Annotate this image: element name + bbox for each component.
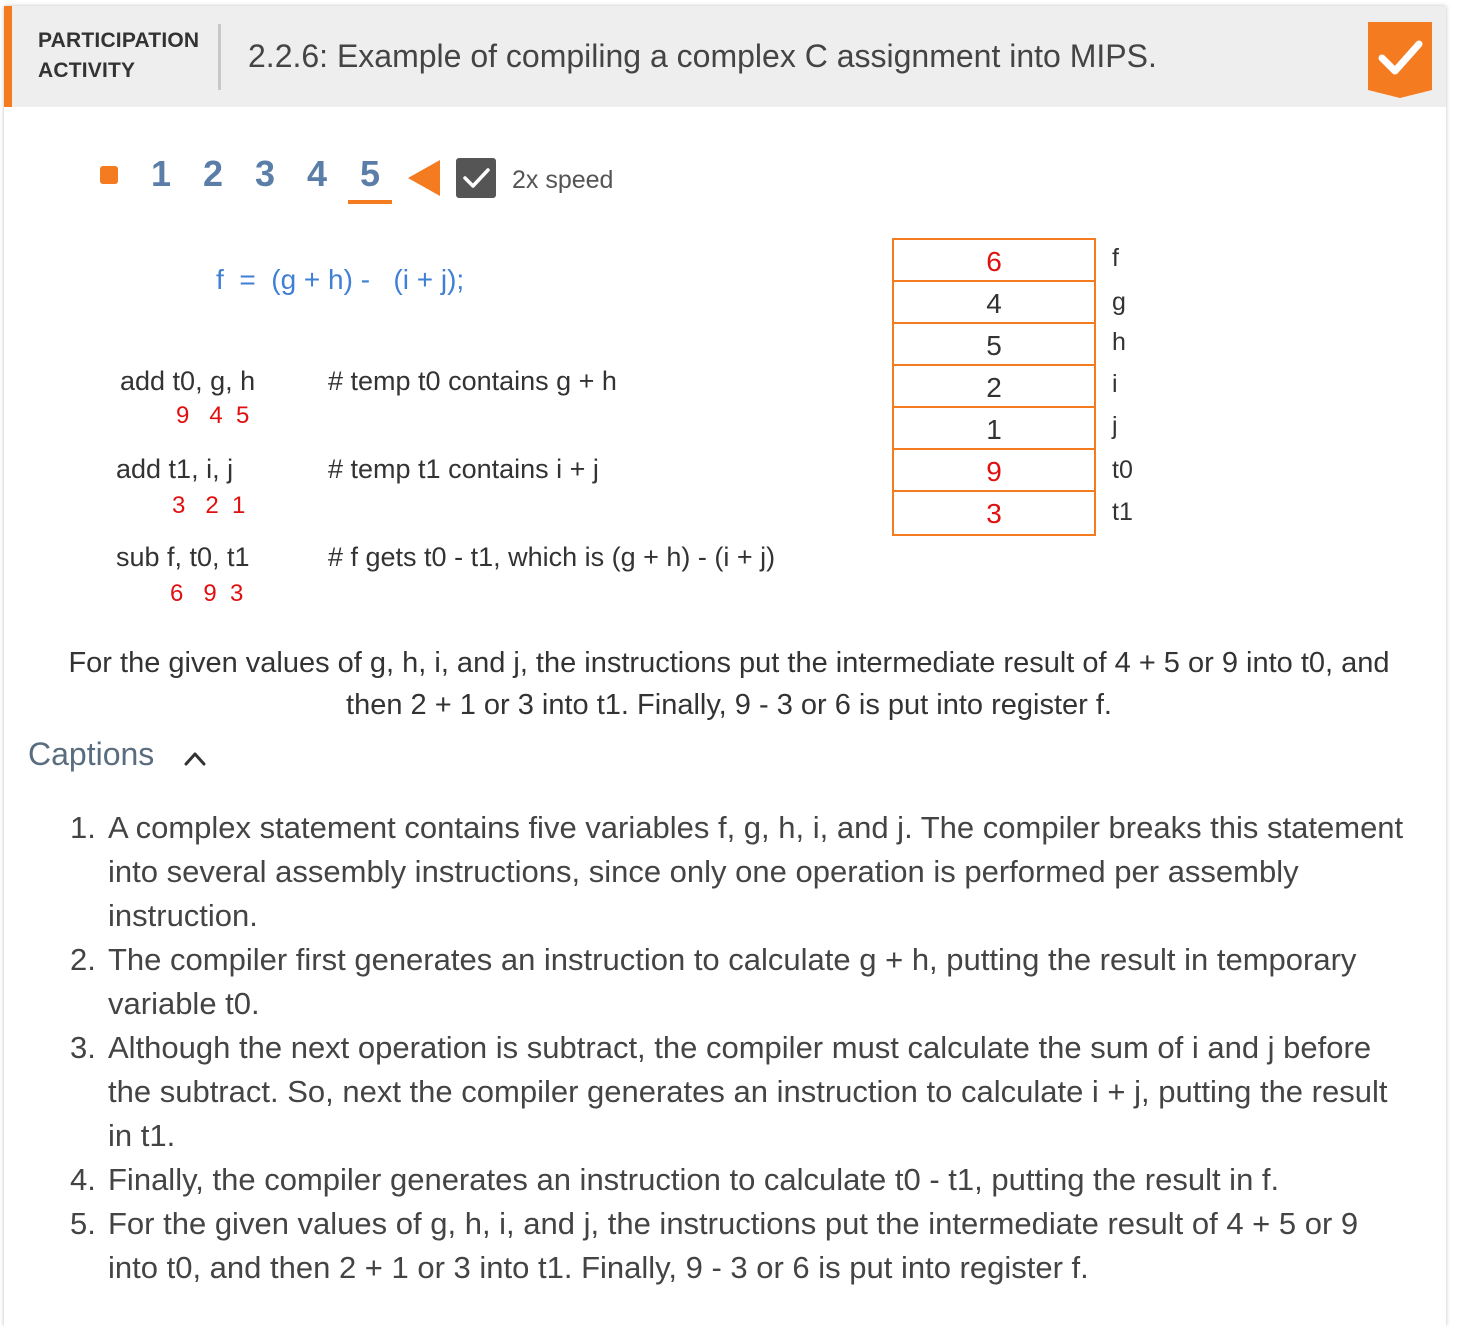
memory-cell: 2 <box>894 366 1094 408</box>
instruction-2-values: 3 2 1 <box>172 492 246 519</box>
caption-item <box>70 1026 1410 1158</box>
step-2-button[interactable]: 2 <box>202 153 224 194</box>
caption-item <box>70 1158 1410 1202</box>
c-statement: f = (g + h) - (i + j); <box>216 264 465 295</box>
memory-cell: 3 <box>986 498 1002 529</box>
captions-list <box>70 806 1410 1290</box>
current-step-caption: For the given values of g, h, i, and j, the instructions put the intermediate result of 4 + 5 or 9 into t0, and then 2 + 1 or 3 into t1. Finally, 9 - 3 or 6 is put into register f. <box>68 647 1390 721</box>
memory-cell: 5 <box>894 324 1094 366</box>
instruction-3-comment: # f gets t0 - t1, which is (g + h) - (i + j) <box>328 542 776 572</box>
participation-activity-card <box>4 6 1446 1326</box>
memory-cell: 6 <box>894 240 1094 282</box>
instruction-1-asm: add t0, g, h <box>120 366 256 396</box>
memory-label: h <box>1112 328 1126 356</box>
instruction-1-values: 9 4 5 <box>176 402 250 429</box>
participation-label: PARTICIPATION <box>38 29 200 52</box>
captions-toggle[interactable]: Captions <box>28 736 155 772</box>
caption-number: 3. <box>70 1030 96 1065</box>
caption-item <box>70 1202 1410 1290</box>
activity-title: 2.2.6: Example of compiling a complex C assignment into MIPS. <box>248 38 1157 74</box>
memory-label: g <box>1112 288 1126 316</box>
check-icon <box>1368 22 1432 98</box>
instruction-2-asm: add t1, i, j <box>116 454 234 484</box>
caption-text: Although the next operation is subtract, the compiler must calculate the sum of i and j before the subtract. So, next the compiler generates an instruction to calculate i + j, putting the result in t1. <box>108 1030 1388 1153</box>
memory-table <box>892 238 1096 536</box>
checkmark-icon <box>456 158 496 198</box>
caption-number: 2. <box>70 942 96 977</box>
caption-text: The compiler first generates an instruction to calculate g + h, putting the result in temporary variable t0. <box>108 942 1357 1021</box>
activity-label: ACTIVITY <box>38 59 136 82</box>
active-step-indicator <box>348 200 392 204</box>
memory-label: f <box>1112 244 1119 272</box>
caption-number: 5. <box>70 1206 96 1241</box>
instruction-3-asm: sub f, t0, t1 <box>116 542 250 572</box>
instruction-1-comment: # temp t0 contains g + h <box>328 366 617 396</box>
step-5-button[interactable]: 5 <box>359 153 381 194</box>
memory-label: t1 <box>1112 498 1133 526</box>
memory-cell: 4 <box>894 282 1094 324</box>
instruction-3-values: 6 9 3 <box>170 580 244 607</box>
header-divider <box>218 24 221 90</box>
caption-text: A complex statement contains five variables f, g, h, i, and j. The compiler breaks this statement into several assembly instructions, since only one operation is performed per assembly instruction. <box>108 810 1404 933</box>
step-1-button[interactable]: 1 <box>150 153 172 194</box>
caption-number: 4. <box>70 1162 96 1197</box>
caption-number: 1. <box>70 810 96 845</box>
memory-cell: 1 <box>894 408 1094 450</box>
memory-label: i <box>1112 370 1118 398</box>
chevron-up-icon[interactable] <box>182 748 208 768</box>
step-3-button[interactable]: 3 <box>254 153 276 194</box>
caption-item <box>70 938 1410 1026</box>
instruction-2-comment: # temp t1 contains i + j <box>328 454 599 484</box>
caption-text: Finally, the compiler generates an instruction to calculate t0 - t1, putting the result in f. <box>108 1162 1280 1197</box>
stop-button[interactable] <box>100 166 118 184</box>
speed-checkbox[interactable] <box>456 158 496 198</box>
play-back-arrow-icon[interactable] <box>406 158 442 198</box>
speed-label: 2x speed <box>512 166 614 194</box>
caption-item <box>70 806 1410 938</box>
step-4-button[interactable]: 4 <box>306 153 328 194</box>
activity-type-label <box>38 26 199 86</box>
animation-controls <box>4 136 804 216</box>
caption-text: For the given values of g, h, i, and j, the instructions put the intermediate result of 4 + 5 or 9 into t0, and then 2 + 1 or 3 into t1. Finally, 9 - 3 or 6 is put into register f. <box>108 1206 1359 1285</box>
activity-header <box>4 6 1446 107</box>
memory-cell: 9 <box>894 450 1094 492</box>
memory-label: t0 <box>1112 456 1133 484</box>
memory-label: j <box>1112 412 1118 440</box>
